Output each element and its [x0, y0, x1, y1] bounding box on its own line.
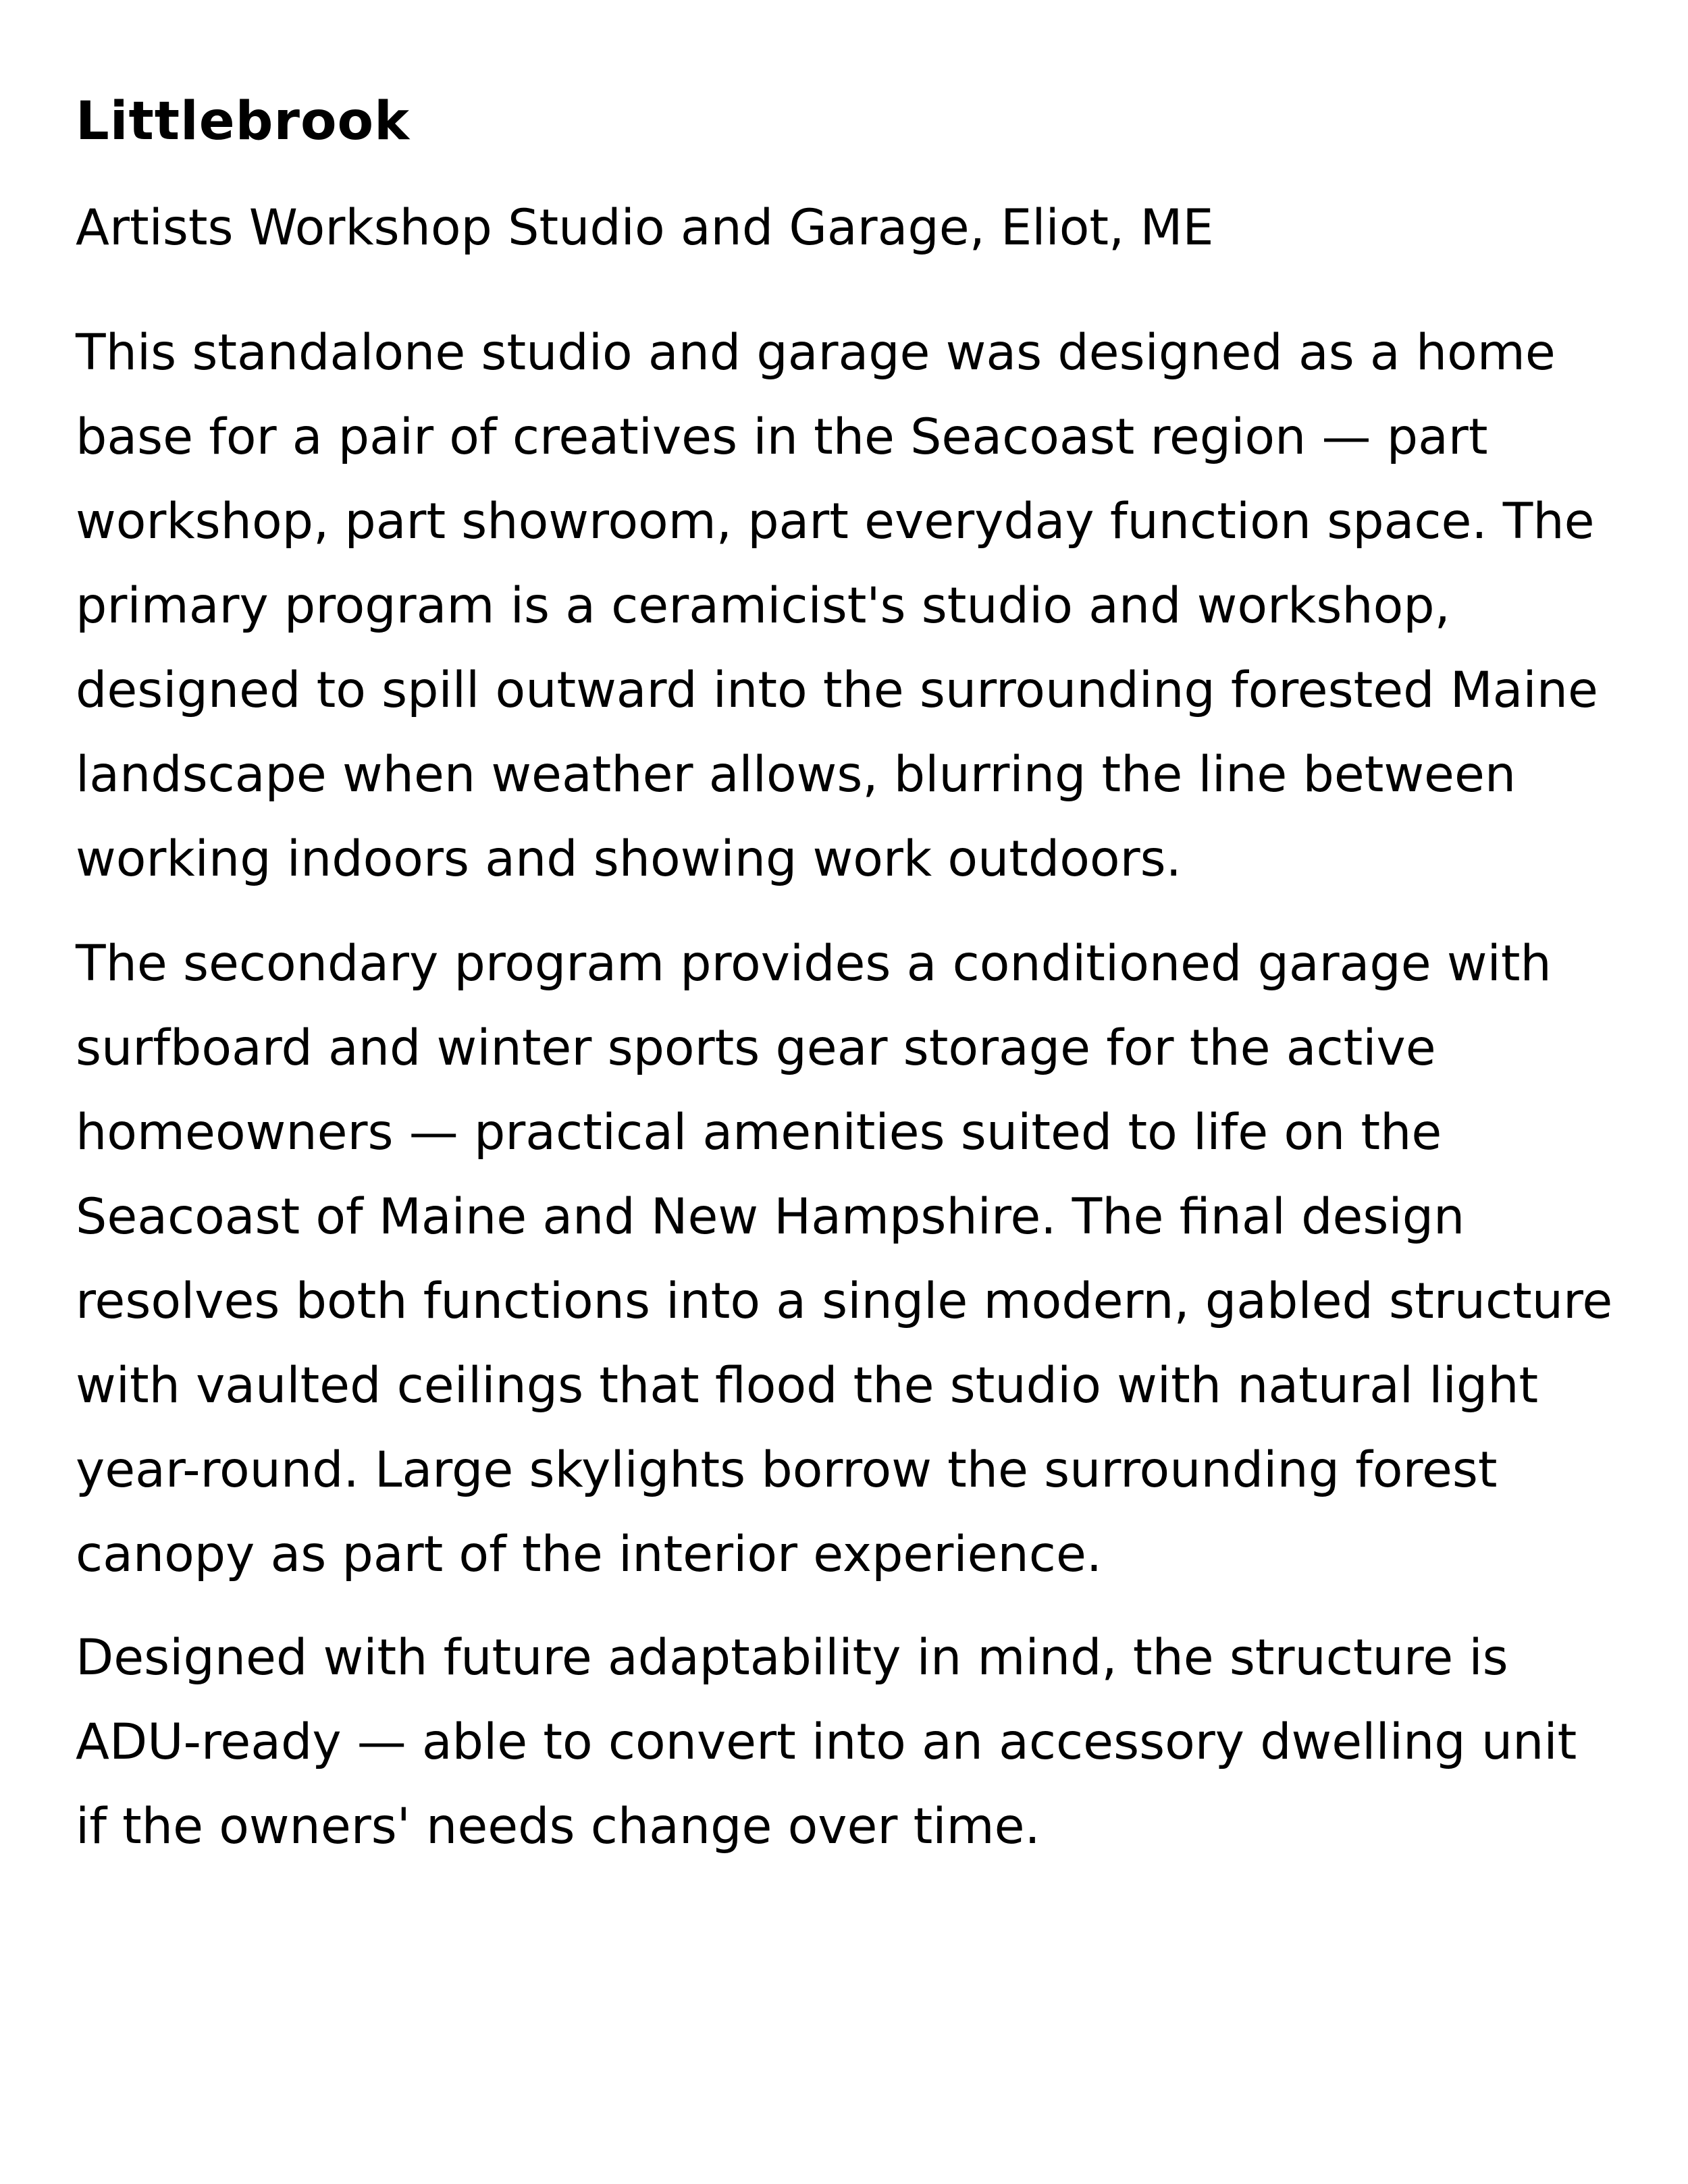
project-subtitle: Artists Workshop Studio and Garage, Eliot, ME [76, 199, 1214, 257]
description-paragraph-2: The secondary program provides a conditioned garage with surfboard and winter sports gear storage for the active homeowners — practical amenities suited to life on the Seacoast of Maine and New Hampshire. The final design resolves both functions into a single modern, gabled structure with vaulted ceilings that flood the studio with natural light year-round. Large skylights borrow the surrounding forest canopy as part of the interior experience. [76, 935, 1613, 1583]
document-body [76, 88, 1622, 1869]
project-title: Littlebrook [76, 91, 410, 152]
description-paragraph-1: This standalone studio and garage was designed as a home base for a pair of creatives in the Seacoast region — part workshop, part showroom, part everyday function space. The primary program is a ceramicist's studio and workshop, designed to spill outward into the surrounding forested Maine landscape when weather allows, blurring the line between working indoors and showing work outdoors. [76, 324, 1598, 888]
description-paragraph-3: Designed with future adaptability in mind, the structure is ADU-ready — able to convert into an accessory dwelling unit if the owners' needs change over time. [76, 1629, 1577, 1855]
